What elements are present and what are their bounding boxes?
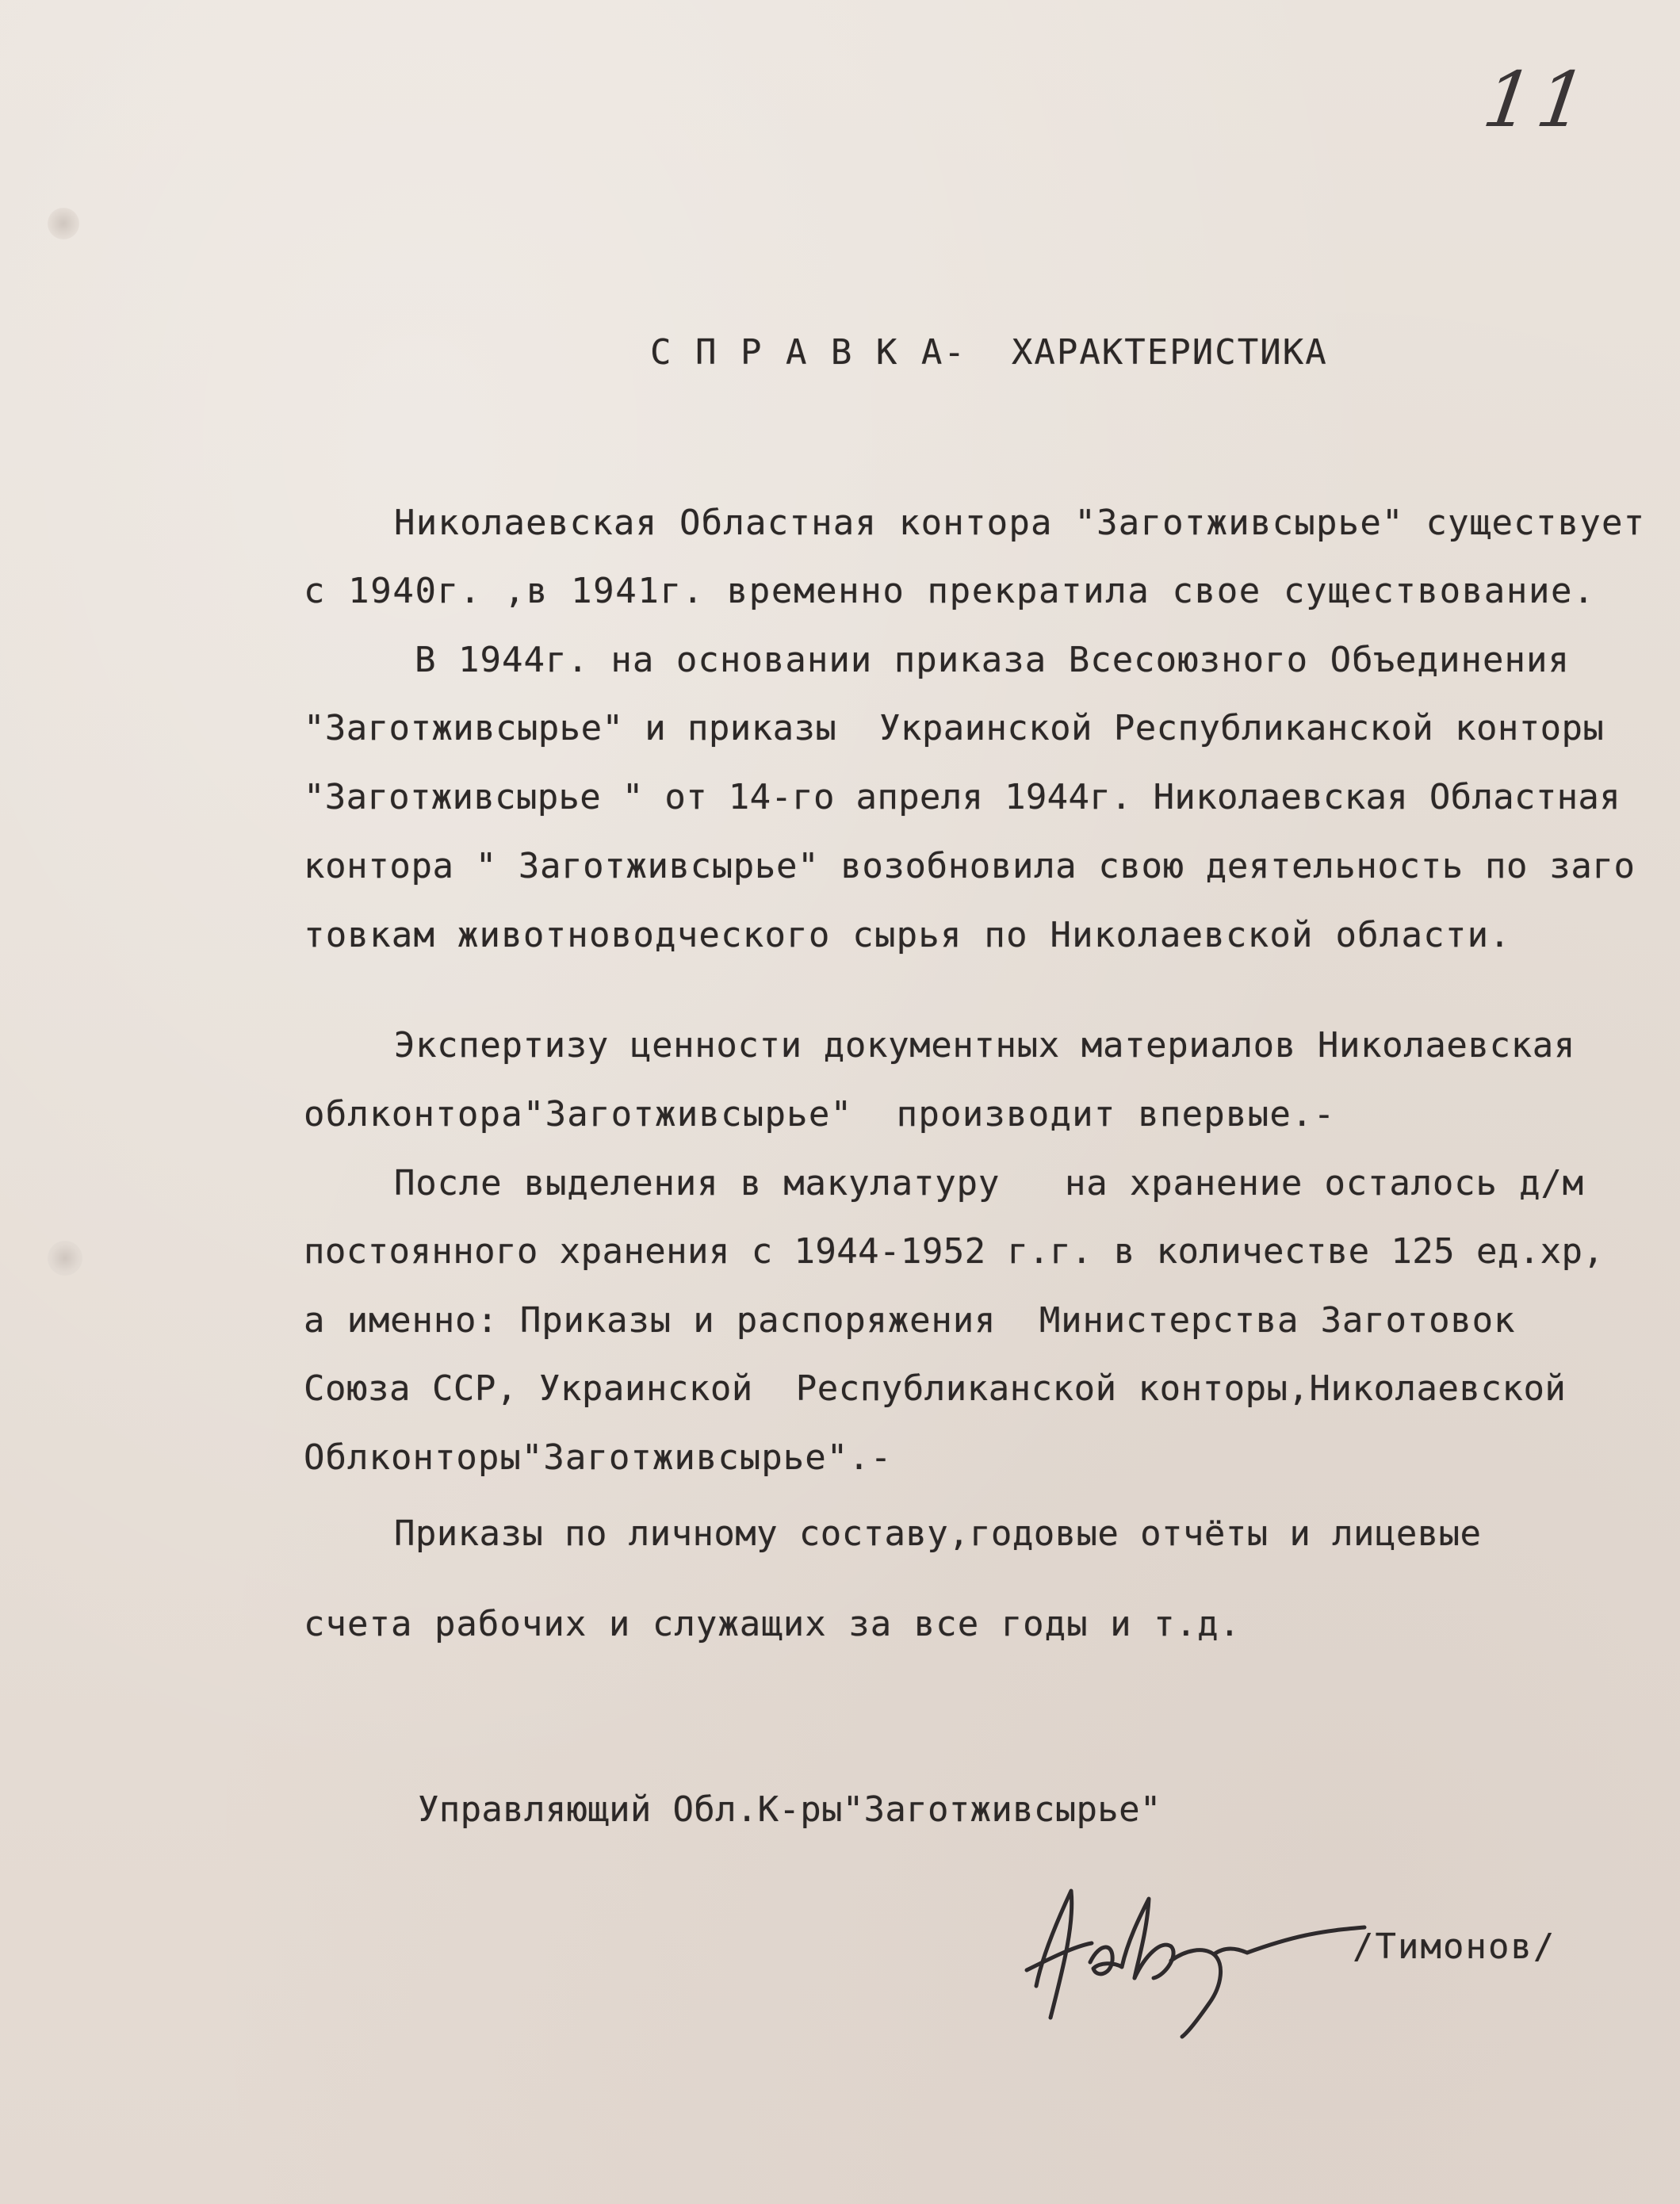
body-line: Облконторы"Заготживсырье".- bbox=[304, 1437, 893, 1478]
body-line: "Заготживсырье " от 14-го апреля 1944г. Николаевская Областная bbox=[304, 777, 1621, 817]
punch-hole-top bbox=[48, 208, 79, 239]
body-line: После выделения в макулатуру на хранение осталось д/м bbox=[394, 1163, 1584, 1203]
body-line: Союза ССР, Украинской Республиканской конторы,Николаевской bbox=[304, 1368, 1567, 1409]
folio-number: 11 bbox=[1478, 55, 1598, 144]
body-line: с 1940г. ,в 1941г. временно прекратила свое существование. bbox=[304, 571, 1596, 611]
signatory-title: Управляющий Обл.К-ры"Заготживсырье" bbox=[418, 1789, 1161, 1830]
document-title: С П Р А В К А- ХАРАКТЕРИСТИКА bbox=[650, 332, 1328, 373]
body-line: товкам животноводческого сырья по Николаевской области. bbox=[304, 915, 1511, 955]
body-line: постоянного хранения с 1944-1952 г.г. в количестве 125 ед.хр, bbox=[304, 1231, 1605, 1272]
body-line: Экспертизу ценности документных материалов Николаевская bbox=[394, 1025, 1575, 1066]
signatory-name: /Тимонов/ bbox=[1353, 1927, 1556, 1967]
body-line: контора " Заготживсырье" возобновила свою деятельность по заго bbox=[304, 846, 1636, 886]
body-line: облконтора"Заготживсырье" производит впервые.- bbox=[304, 1094, 1336, 1135]
body-line: В 1944г. на основании приказа Всесоюзного Объединения bbox=[415, 640, 1570, 680]
handwritten-signature bbox=[995, 1867, 1368, 2049]
body-line: Николаевская Областная контора "Заготживсырье" существует bbox=[394, 503, 1646, 543]
punch-hole-bottom bbox=[48, 1241, 82, 1276]
body-line: "Заготживсырье" и приказы Украинской Республиканской конторы bbox=[304, 708, 1605, 748]
body-line: Приказы по личному составу,годовые отчёты и лицевые bbox=[394, 1513, 1482, 1554]
body-line: а именно: Приказы и распоряжения Министерства Заготовок bbox=[304, 1300, 1516, 1341]
body-line: счета рабочих и служащих за все годы и т.д. bbox=[304, 1604, 1242, 1644]
